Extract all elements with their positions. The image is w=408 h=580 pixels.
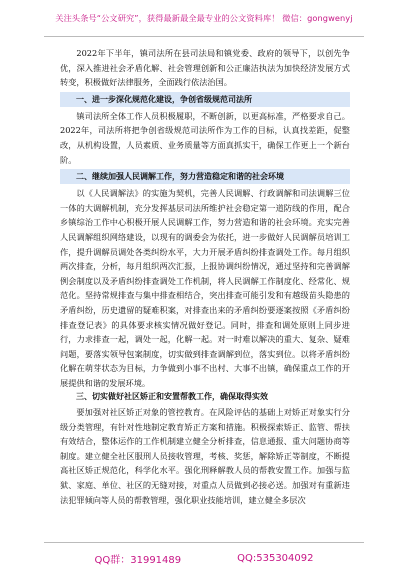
- header-banner: 关注头条号“公文研究”，获得最新最全最专业的公文资料库！ 微信：gongwenyj: [55, 12, 353, 23]
- footer-banner: [0, 546, 408, 570]
- section-2-heading: 二、继续加强人民调解工作，努力营造稳定和谐的社会环境: [60, 169, 350, 184]
- qq-text: QQ:535304092: [237, 552, 314, 564]
- header-divider: [44, 36, 364, 37]
- section-3-paragraph: 要加强对社区矫正对象的管控教育。在风险评估的基础上对矫正对象实行分级分类管理，有针对性地制定教育矫正方案和措施。积极探索矫正、监管、帮扶有效结合，整体运作的工作机制建立健全分析排查，信息通报、重大问题协商等制度。建立健全社区服刑人员接收管理，考核、奖惩，解除矫正等制度，不断提高社区矫正规范化，科学化水平。强化刑释解教人员的帮教安置工作。加强与监狱、家庭、单位、社区的无缝对接，对重点人员做到必接必送。加强对有重新违法犯罪倾向等人员的帮教管理，强化职业技能培训，建立健全多层次: [60, 407, 350, 505]
- qq-group-text: QQ群：31991489: [94, 554, 182, 566]
- section-3-heading: 三、切实做好社区矫正和安置帮教工作，确保取得实效: [76, 392, 268, 402]
- document-body: [60, 46, 350, 507]
- section-1-heading: 一、进一步深化规范化建设，争创省级规范司法所: [60, 92, 350, 107]
- section-1-paragraph: 镇司法所全体工作人员积极履职，不断创新，以更高标准，严格要求自己。2022年，司法所将把争创省级规范司法所作为工作的目标，认真找差距，促整改，从机构设置，人员素质、业务质量等方面真抓实干，确保工作更上一个新台阶。: [60, 110, 350, 165]
- section-2-paragraph: 以《人民调解法》的实施为契机，完善人民调解、行政调解和司法调解三位一体的大调解机制，充分发挥基层司法所维护社会稳定第一道防线的作用，配合乡镇综治工作中心积极开展人民调解工作，努力营造和谐的社会环境。充实完善人民调解组织网络建设，以现有的调委会为依托，进一步做好人民调解员培训工作，提升调解员调处各类纠纷水平，大力开展矛盾纠纷排查调处工作。每月组织两次排查，分析，每月组织两次汇报，上报协调纠纷情况，通过坚持和完善调解例会制度以及矛盾纠纷排查调处工作机制，将人民调解工作制度化、经常化、规范化。坚持常规排查与集中排查相结合，突出排查可能引发和有越级苗头隐患的矛盾纠纷，历史遗留的疑难积案，对排查出来的矛盾纠纷要逐案按照《矛盾纠纷排查登记表》的具体要求核实情况做好登记。同时，排查和调处原则上同步进行，力求排查一起，调处一起，化解一起。对一时难以解决的重大、复杂、疑难问题，要落实领导包案制度，切实做到排查调解到位，落实到位。以将矛盾纠纷化解在萌芽状态为目标，力争做到小事不出村、大事不出镇，确保重点工作的开展提供和谐的发展环境。: [60, 188, 350, 388]
- intro-paragraph: 2022年下半年，镇司法所在县司法局和镇党委、政府的领导下，以创先争优，深入推进社会矛盾化解、社会管理创新和公正廉洁执法为加快经济发展方式转变，积极做好法律服务，全面践行依法治国。: [60, 48, 350, 88]
- footer-divider: [44, 542, 364, 543]
